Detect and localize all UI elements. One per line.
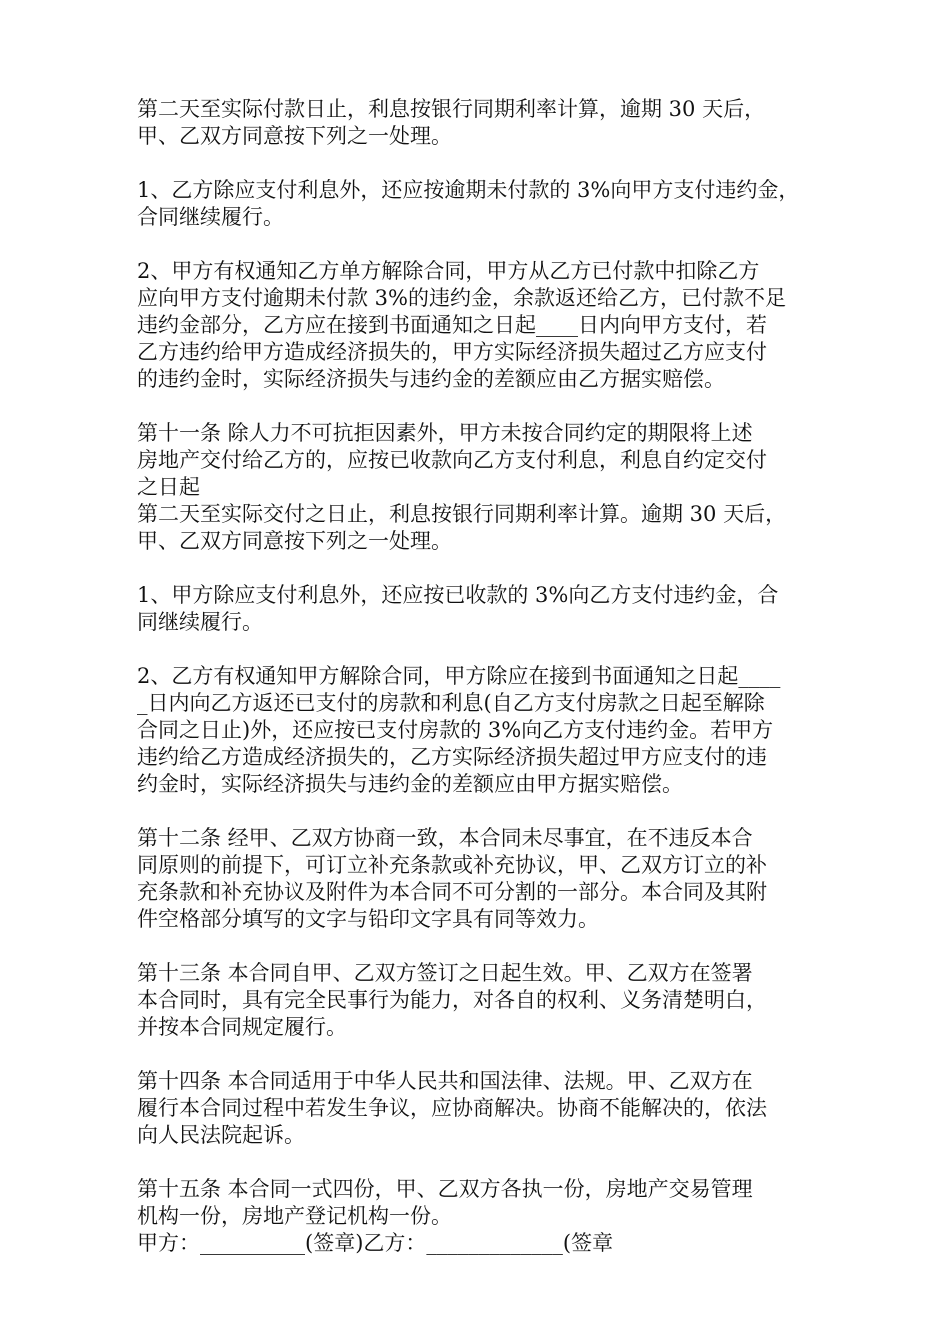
text-line: 2、乙方有权通知甲方解除合同，甲方除应在接到书面通知之日起____ xyxy=(137,664,781,688)
signature-line: 甲方：__________(签章)乙方：_____________(签章 xyxy=(137,1231,614,1255)
text-line: 2、甲方有权通知乙方单方解除合同，甲方从乙方已付款中扣除乙方 xyxy=(137,259,760,283)
text-line: 机构一份，房地产登记机构一份。 xyxy=(137,1204,452,1228)
text-line: 乙方违约给甲方造成经济损失的，甲方实际经济损失超过乙方应支付 xyxy=(137,340,767,364)
paragraph-gap xyxy=(137,150,827,177)
text-line: 1、甲方除应支付利息外，还应按已收款的 3%向乙方支付违约金，合 xyxy=(137,583,779,607)
text-line: 甲、乙双方同意按下列之一处理。 xyxy=(137,124,452,148)
text-line: 第二天至实际付款日止，利息按银行同期利率计算，逾期 30 天后， xyxy=(137,97,766,121)
text-line: 合同之日止)外，还应按已支付房款的 3%向乙方支付违约金。若甲方 xyxy=(137,718,774,742)
paragraph-gap xyxy=(137,1149,827,1176)
text-line: 第十二条 经甲、乙双方协商一致，本合同未尽事宜，在不违反本合 xyxy=(137,826,753,850)
paragraph-gap xyxy=(137,933,827,960)
text-line: 第十一条 除人力不可抗拒因素外，甲方未按合同约定的期限将上述 xyxy=(137,421,753,445)
text-line: 第十三条 本合同自甲、乙双方签订之日起生效。甲、乙双方在签署 xyxy=(137,961,753,985)
text-line: 违约金部分，乙方应在接到书面通知之日起____日内向甲方支付，若 xyxy=(137,313,767,337)
document-page xyxy=(137,96,827,1257)
paragraph-gap xyxy=(137,1041,827,1068)
text-line: 向人民法院起诉。 xyxy=(137,1123,305,1147)
paragraph-gap xyxy=(137,636,827,663)
text-line: 合同继续履行。 xyxy=(137,205,284,229)
paragraph-gap xyxy=(137,555,827,582)
text-line: 履行本合同过程中若发生争议，应协商解决。协商不能解决的，依法 xyxy=(137,1096,767,1120)
text-line: _日内向乙方返还已支付的房款和利息(自乙方支付房款之日起至解除 xyxy=(137,691,765,715)
text-line: 违约给乙方造成经济损失的，乙方实际经济损失超过甲方应支付的违 xyxy=(137,745,767,769)
text-line: 第十四条 本合同适用于中华人民共和国法律、法规。甲、乙双方在 xyxy=(137,1069,753,1093)
text-line: 甲、乙双方同意按下列之一处理。 xyxy=(137,529,452,553)
text-line: 第二天至实际交付之日止，利息按银行同期利率计算。逾期 30 天后， xyxy=(137,502,787,526)
text-line: 并按本合同规定履行。 xyxy=(137,1015,347,1039)
paragraph-gap xyxy=(137,231,827,258)
text-line: 本合同时，具有完全民事行为能力，对各自的权利、义务清楚明白， xyxy=(137,988,767,1012)
text-line: 充条款和补充协议及附件为本合同不可分割的一部分。本合同及其附 xyxy=(137,880,767,904)
paragraph-gap xyxy=(137,393,827,420)
text-line: 同原则的前提下，可订立补充条款或补充协议，甲、乙双方订立的补 xyxy=(137,853,767,877)
paragraph-gap xyxy=(137,798,827,825)
text-line: 之日起 xyxy=(137,475,200,499)
text-line: 的违约金时，实际经济损失与违约金的差额应由乙方据实赔偿。 xyxy=(137,367,725,391)
text-line: 件空格部分填写的文字与铅印文字具有同等效力。 xyxy=(137,907,599,931)
text-line: 房地产交付给乙方的，应按已收款向乙方支付利息，利息自约定交付 xyxy=(137,448,767,472)
text-line: 1、乙方除应支付利息外，还应按逾期未付款的 3%向甲方支付违约金， xyxy=(137,178,800,202)
text-line: 第十五条 本合同一式四份，甲、乙双方各执一份，房地产交易管理 xyxy=(137,1177,753,1201)
text-line: 同继续履行。 xyxy=(137,610,263,634)
text-line: 应向甲方支付逾期未付款 3%的违约金，余款返还给乙方，已付款不足 xyxy=(137,286,786,310)
text-line: 约金时，实际经济损失与违约金的差额应由甲方据实赔偿。 xyxy=(137,772,683,796)
